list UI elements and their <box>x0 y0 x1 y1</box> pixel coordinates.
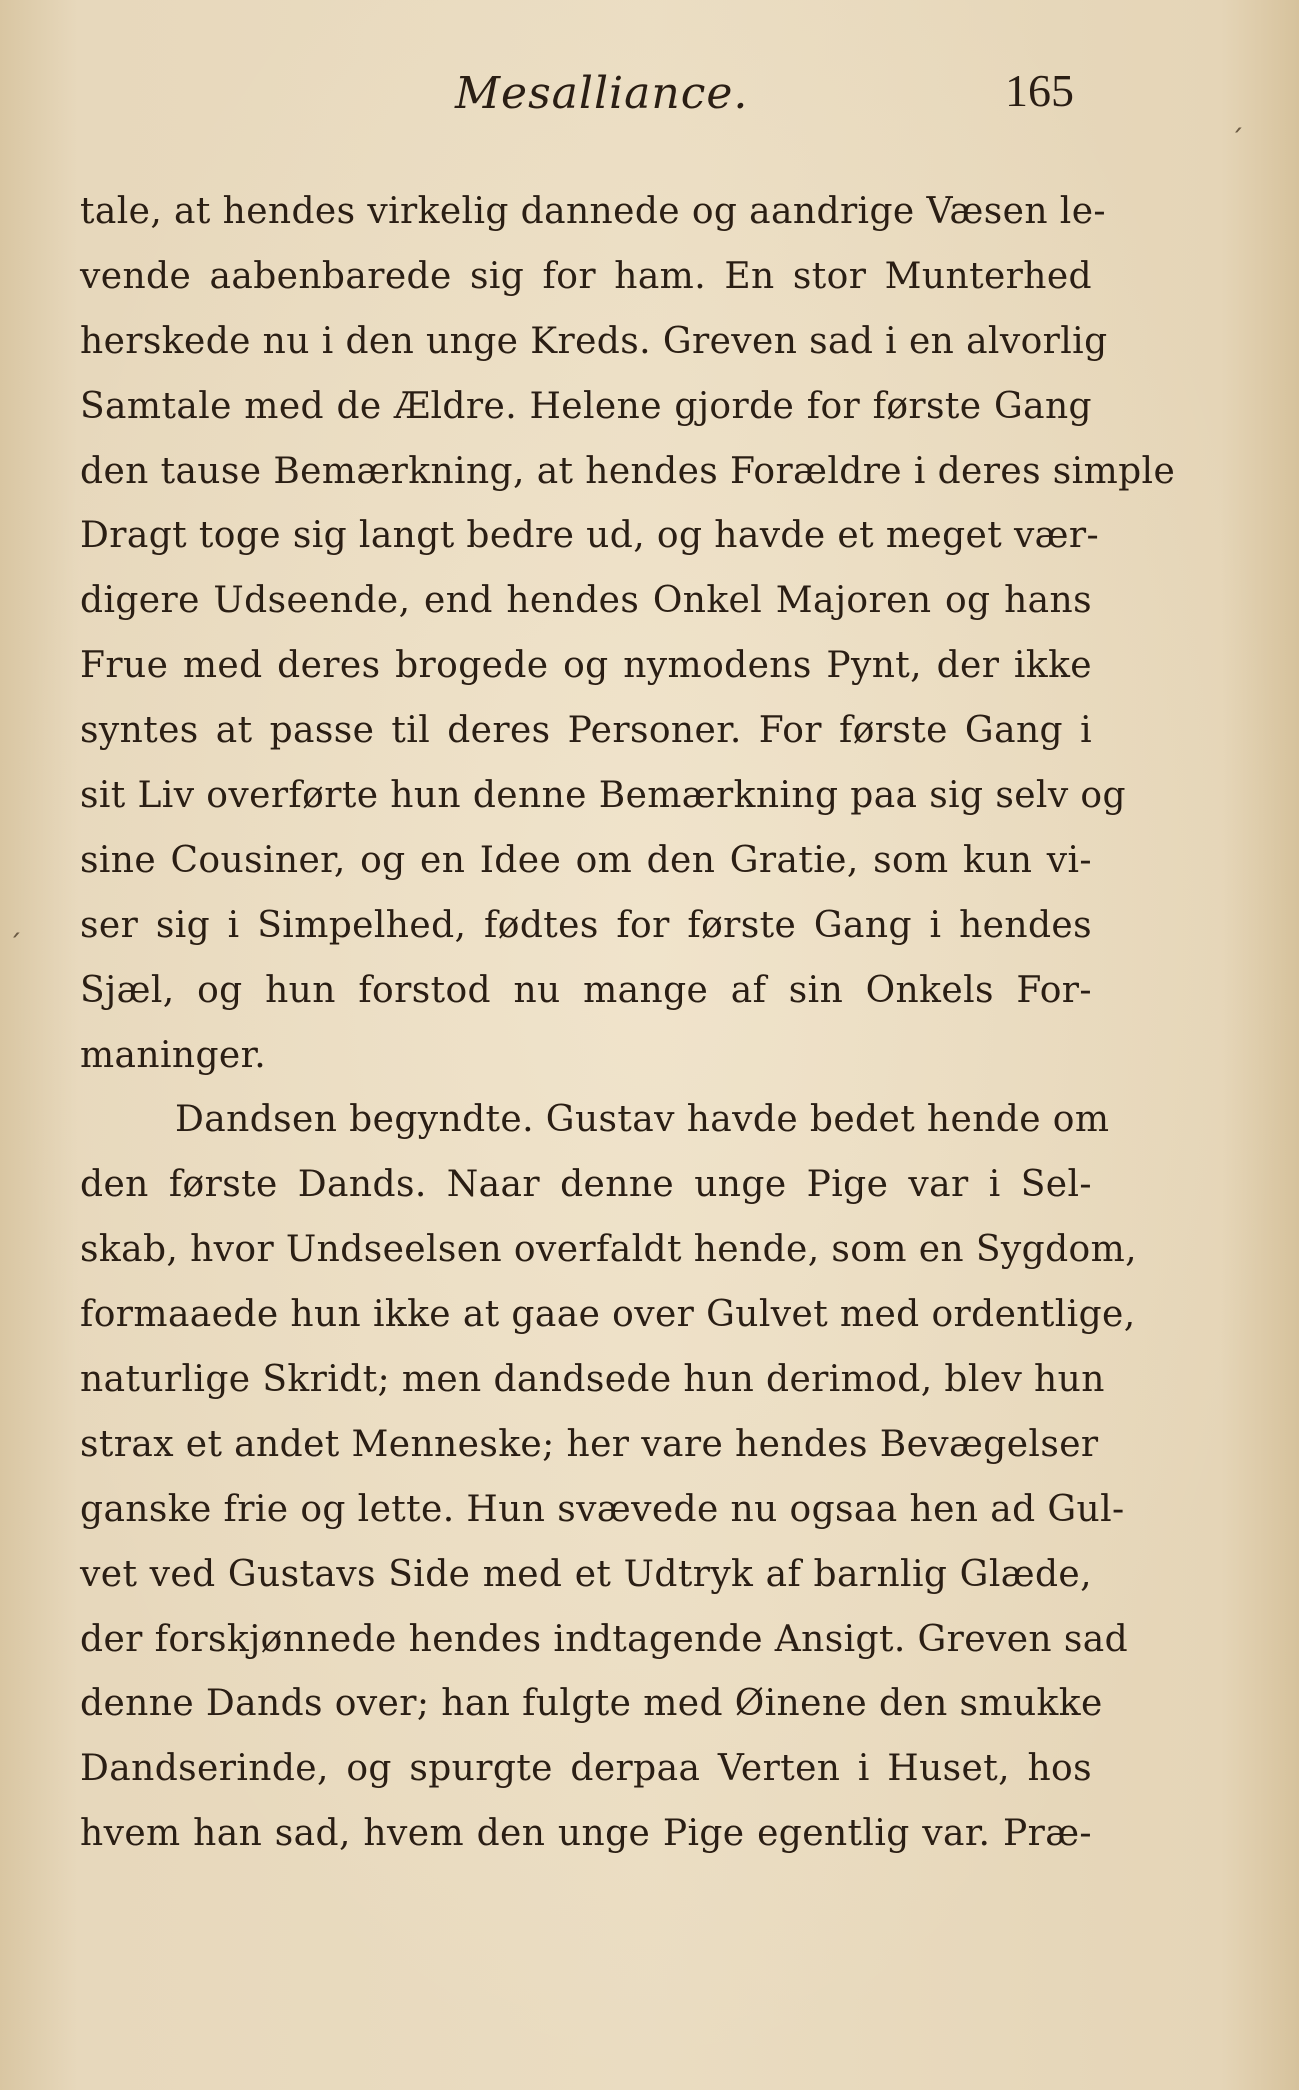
text-line: herskede nu i den unge Kreds. Greven sad i en alvorlig <box>80 320 1108 362</box>
text-line: Sjæl, og hun forstod nu mange af sin Onkels For- <box>80 969 1092 1011</box>
text-line: Samtale med de Ældre. Helene gjorde for første Gang <box>80 385 1092 427</box>
text-line: den tause Bemærkning, at hendes Forældre i deres simple <box>80 450 1176 492</box>
text-line: der forskjønnede hendes indtagende Ansigt. Greven sad <box>80 1618 1129 1660</box>
text-line: vet ved Gustavs Side med et Udtryk af barnlig Glæde, <box>80 1553 1092 1595</box>
running-head <box>0 64 1299 124</box>
text-line: ser sig i Simpelhed, fødtes for første Gang i hendes <box>80 904 1092 946</box>
margin-tick-mark: ˏ <box>1230 100 1244 133</box>
text-line: Frue med deres brogede og nymodens Pynt, der ikke <box>80 645 1092 687</box>
text-line: syntes at passe til deres Personer. For første Gang i <box>80 710 1092 752</box>
paragraph-start-line: Dandsen begyndte. Gustav havde bedet hende om <box>175 1099 1110 1141</box>
body-text <box>80 180 1176 1867</box>
text-line: vende aabenbarede sig for ham. En stor Munterhed <box>80 255 1092 297</box>
text-line: sit Liv overførte hun denne Bemærkning paa sig selv og <box>80 775 1126 817</box>
text-line: hvem han sad, hvem den unge Pige egentlig var. Præ- <box>80 1813 1092 1855</box>
text-line: strax et andet Menneske; her vare hendes Bevægelser <box>80 1423 1099 1465</box>
text-line: den første Dands. Naar denne unge Pige var i Sel- <box>80 1164 1092 1206</box>
text-line: Dragt toge sig langt bedre ud, og havde et meget vær- <box>80 515 1100 557</box>
margin-tick-mark: ˏ <box>8 905 22 938</box>
paragraph-end-line: maninger. <box>80 1034 267 1076</box>
text-line: skab, hvor Undseelsen overfaldt hende, som en Sygdom, <box>80 1229 1138 1271</box>
text-line: denne Dands over; han fulgte med Øinene den smukke <box>80 1683 1103 1725</box>
text-line: digere Udseende, end hendes Onkel Majoren og hans <box>80 580 1092 622</box>
text-line: formaaede hun ikke at gaae over Gulvet med ordentlige, <box>80 1294 1136 1336</box>
text-line: ganske frie og lette. Hun svævede nu ogsaa hen ad Gul- <box>80 1488 1125 1530</box>
text-line: Dandserinde, og spurgte derpaa Verten i Huset, hos <box>80 1748 1092 1790</box>
page-number: 165 <box>1005 65 1074 116</box>
running-title: Mesalliance. <box>455 68 749 119</box>
text-line: tale, at hendes virkelig dannede og aandrige Væsen le- <box>80 191 1106 232</box>
text-line: sine Cousiner, og en Idee om den Gratie, som kun vi- <box>80 839 1092 881</box>
text-line: naturlige Skridt; men dandsede hun derimod, blev hun <box>80 1359 1105 1401</box>
